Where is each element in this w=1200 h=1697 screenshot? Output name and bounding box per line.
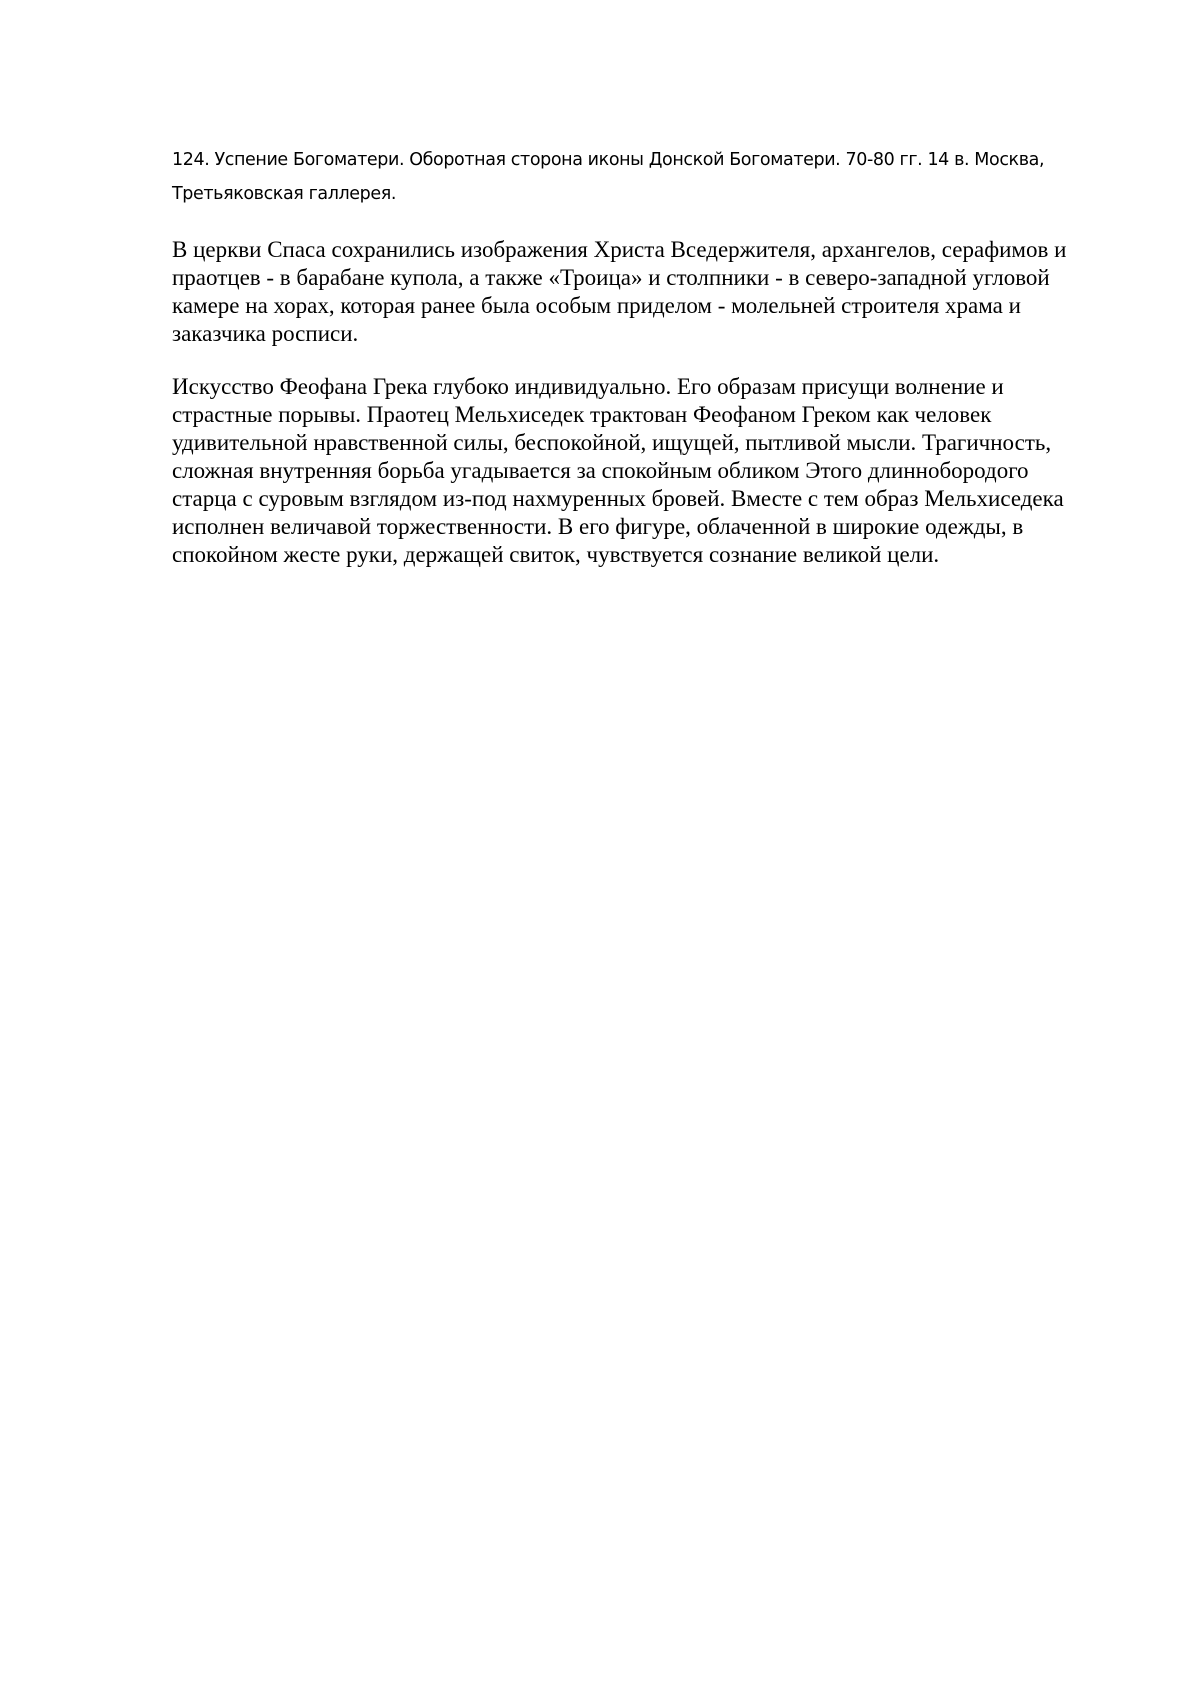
paragraph-line: В церкви Спаса сохранились изображения Христа Вседержителя, архангелов, серафимов и — [172, 237, 1067, 262]
paragraph-theophanes-art — [172, 373, 1132, 569]
caption-line: Третьяковская галлерея. — [172, 184, 397, 204]
paragraph-line: удивительной нравственной силы, беспокойной, ищущей, пытливой мысли. Трагичность, — [172, 430, 1052, 455]
paragraph-line: заказчика росписи. — [172, 321, 359, 346]
paragraph-line: страстные порывы. Праотец Мельхиседек трактован Феофаном Греком как человек — [172, 402, 992, 427]
figure-caption — [172, 143, 1122, 211]
paragraph-line: камере на хорах, которая ранее была особым приделом - молельней строителя храма и — [172, 293, 1021, 318]
paragraph-church-of-saviour — [172, 236, 1132, 348]
paragraph-line: сложная внутренняя борьба угадывается за спокойным обликом Этого длиннобородого — [172, 458, 1029, 483]
caption-line: 124. Успение Богоматери. Оборотная сторона иконы Донской Богоматери. 70-80 гг. 14 в. Москва, — [172, 150, 1045, 170]
paragraph-line: старца с суровым взглядом из-под нахмуренных бровей. Вместе с тем образ Мельхиседека — [172, 486, 1064, 511]
paragraph-line: Искусство Феофана Грека глубоко индивидуально. Его образам присущи волнение и — [172, 374, 1004, 399]
paragraph-line: исполнен величавой торжественности. В его фигуре, облаченной в широкие одежды, в — [172, 514, 1024, 539]
paragraph-line: праотцев - в барабане купола, а также «Троица» и столпники - в северо-западной угловой — [172, 265, 1050, 290]
paragraph-line: спокойном жесте руки, держащей свиток, чувствуется сознание великой цели. — [172, 542, 940, 567]
